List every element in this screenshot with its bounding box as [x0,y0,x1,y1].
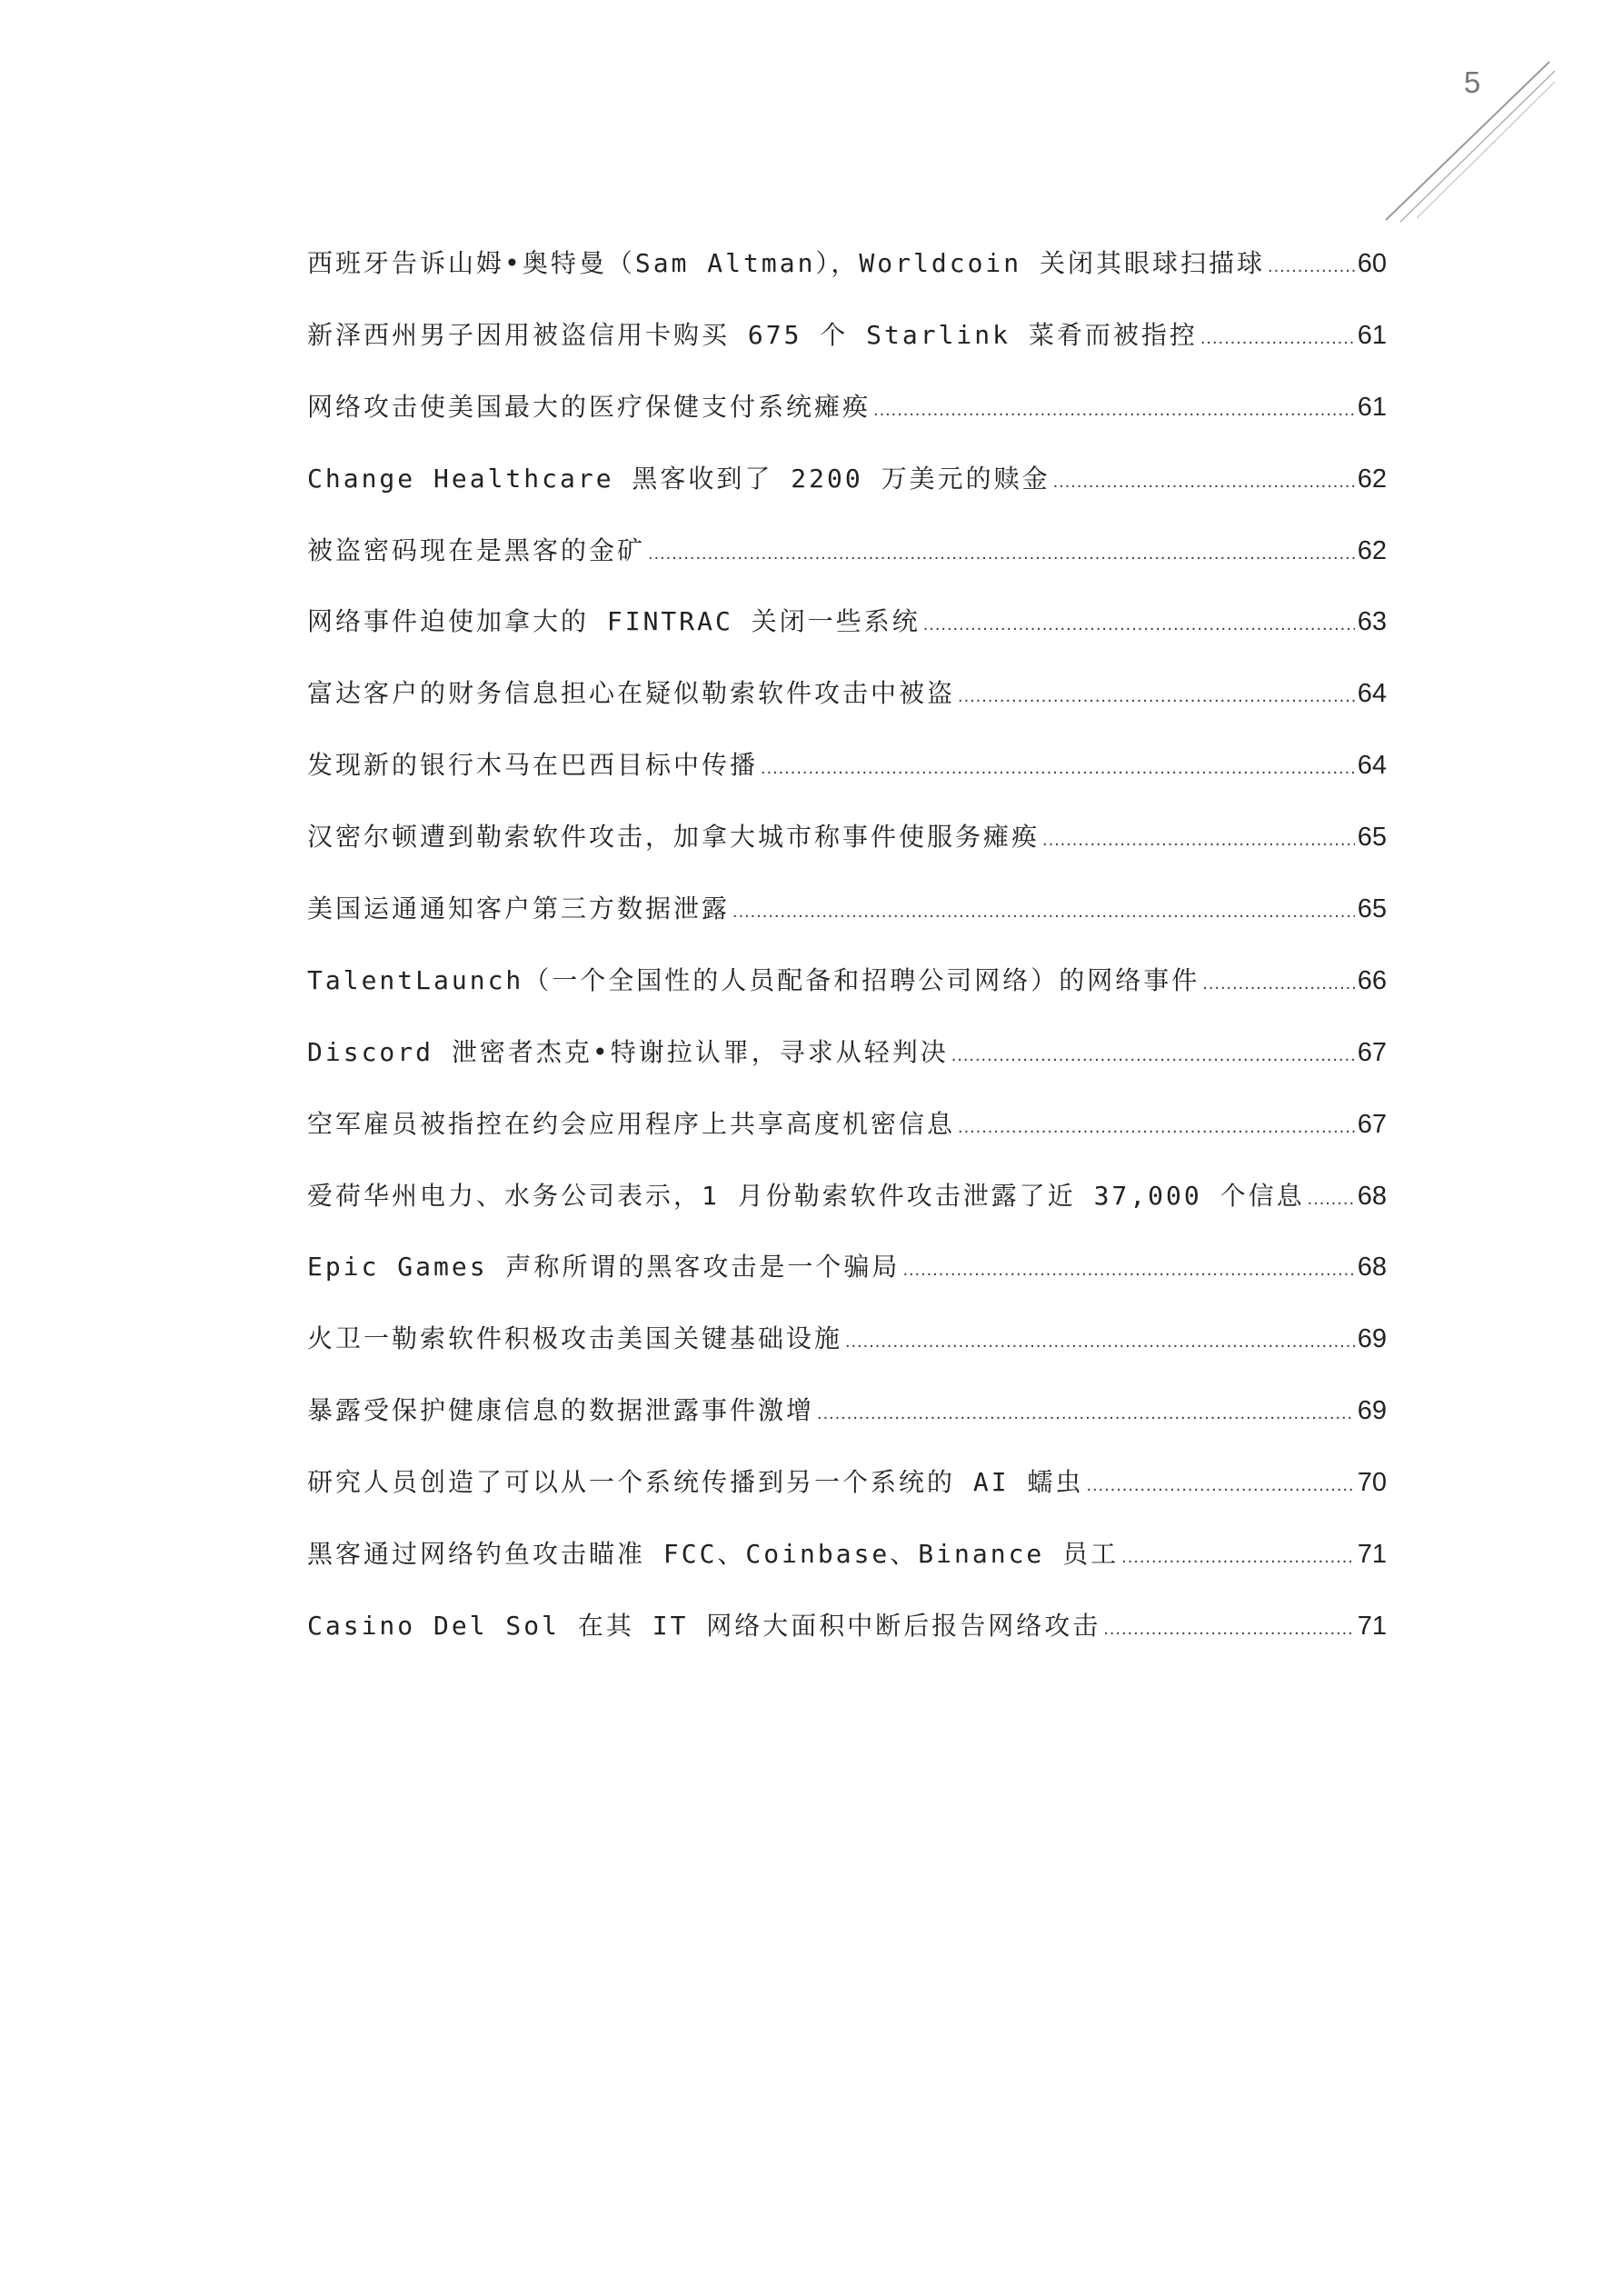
toc-entry-page: 71 [1357,1540,1387,1570]
toc-leader [958,671,1355,722]
corner-decoration [1377,55,1558,236]
toc-leader [958,1102,1355,1153]
toc-entry-page: 69 [1357,1396,1387,1426]
toc-entry-title: 西班牙告诉山姆•奥特曼（Sam Altman），Worldcoin 关闭其眼球扫描球 [307,248,1266,278]
toc-entry-title: Discord 泄密者杰克•特谢拉认罪，寻求从轻判决 [307,1036,949,1067]
toc-entry-title: 富达客户的财务信息担心在疑似勒索软件攻击中被盗 [307,678,956,709]
table-of-contents [307,238,1387,1672]
toc-entry-title: Casino Del Sol 在其 IT 网络大面积中断后报告网络攻击 [307,1610,1101,1641]
toc-entry[interactable] [307,1171,1387,1243]
toc-entry[interactable] [307,668,1387,740]
toc-entry-title: Epic Games 声称所谓的黑客攻击是一个骗局 [307,1252,901,1283]
page-number: 5 [1463,65,1481,99]
toc-entry-page: 69 [1357,1324,1387,1354]
toc-entry-title: 爱荷华州电力、水务公司表示，1 月份勒索软件攻击泄露了近 37,000 个信息 [307,1180,1305,1211]
toc-entry-page: 71 [1357,1611,1387,1641]
toc-entry-title: Change Healthcare 黑客收到了 2200 万美元的赎金 [307,463,1050,494]
toc-entry-title: 新泽西州男子因用被盗信用卡购买 675 个 Starlink 菜肴而被指控 [307,319,1198,350]
toc-entry[interactable] [307,1099,1387,1171]
toc-entry[interactable] [307,1385,1387,1457]
toc-leader [1103,1603,1354,1654]
toc-entry-title: 研究人员创造了可以从一个系统传播到另一个系统的 AI 蠕虫 [307,1467,1084,1498]
toc-entry-page: 67 [1357,1037,1387,1067]
toc-leader [1121,1532,1355,1582]
toc-entry[interactable] [307,525,1387,597]
toc-entry-title: 黑客通过网络钓鱼攻击瞄准 FCC、Coinbase、Binance 员工 [307,1539,1120,1570]
toc-leader [1086,1460,1354,1511]
toc-entry-page: 61 [1357,392,1387,422]
toc-entry-page: 65 [1357,823,1387,853]
toc-leader [1053,456,1355,507]
toc-leader [761,743,1355,794]
toc-entry-page: 64 [1357,751,1387,781]
toc-leader [923,599,1355,650]
toc-entry-page: 66 [1357,965,1387,995]
toc-entry[interactable] [307,1242,1387,1313]
toc-leader [1200,313,1355,364]
toc-entry-page: 70 [1357,1468,1387,1498]
toc-leader [1268,241,1355,292]
toc-leader [732,886,1355,937]
toc-entry[interactable] [307,883,1387,955]
toc-entry-page: 63 [1357,607,1387,637]
toc-leader [1042,814,1355,865]
toc-entry[interactable] [307,1529,1387,1601]
toc-entry-page: 68 [1357,1253,1387,1283]
toc-entry-title: 被盗密码现在是黑客的金矿 [307,534,646,565]
toc-entry[interactable] [307,740,1387,812]
toc-entry[interactable] [307,1027,1387,1099]
toc-entry-title: 火卫一勒索软件积极攻击美国关键基础设施 [307,1323,843,1354]
toc-leader [1308,1173,1355,1224]
toc-entry[interactable] [307,310,1387,382]
toc-entry-title: 空军雇员被指控在约会应用程序上共享高度机密信息 [307,1108,956,1139]
toc-entry-page: 68 [1357,1181,1387,1211]
toc-entry-title: 美国运通通知客户第三方数据泄露 [307,893,731,924]
toc-leader [648,528,1355,579]
toc-leader [1202,958,1354,1009]
toc-leader [845,1316,1355,1367]
toc-entry[interactable] [307,1601,1387,1672]
toc-leader [817,1388,1355,1439]
toc-entry-title: 网络攻击使美国最大的医疗保健支付系统瘫痪 [307,391,871,422]
toc-entry[interactable] [307,955,1387,1027]
toc-entry-page: 62 [1357,535,1387,565]
toc-entry-title: 汉密尔顿遭到勒索软件攻击，加拿大城市称事件使服务瘫痪 [307,822,1041,853]
toc-entry-page: 64 [1357,679,1387,709]
toc-entry-page: 62 [1357,464,1387,494]
toc-entry-page: 61 [1357,320,1387,350]
toc-entry-title: TalentLaunch（一个全国性的人员配备和招聘公司网络）的网络事件 [307,964,1200,995]
toc-leader [873,384,1355,435]
toc-entry-page: 60 [1357,249,1387,278]
toc-entry-title: 发现新的银行木马在巴西目标中传播 [307,750,759,781]
toc-entry[interactable] [307,1313,1387,1385]
toc-entry-page: 65 [1357,894,1387,924]
toc-entry[interactable] [307,238,1387,310]
toc-leader [902,1244,1354,1295]
toc-leader [951,1030,1355,1081]
toc-entry[interactable] [307,596,1387,668]
toc-entry[interactable] [307,1457,1387,1529]
toc-entry-title: 暴露受保护健康信息的数据泄露事件激增 [307,1395,815,1426]
toc-entry[interactable] [307,382,1387,454]
toc-entry[interactable] [307,454,1387,525]
toc-entry-page: 67 [1357,1109,1387,1139]
toc-entry[interactable] [307,812,1387,883]
toc-entry-title: 网络事件迫使加拿大的 FINTRAC 关闭一些系统 [307,606,921,637]
